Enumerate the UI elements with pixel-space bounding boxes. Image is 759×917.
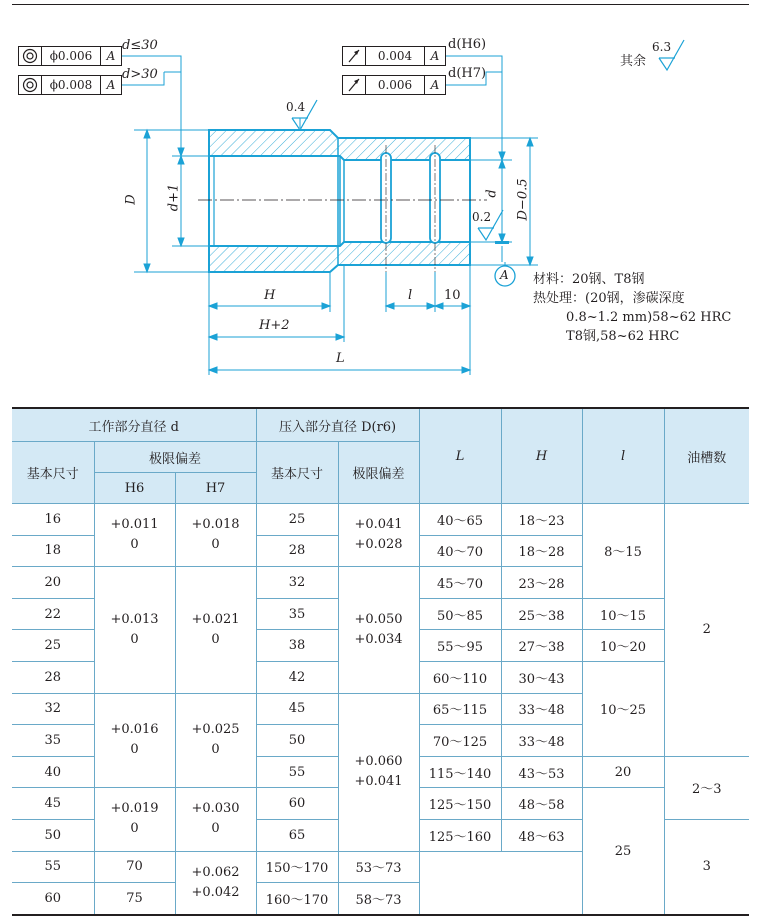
cell-L: 125～150 xyxy=(419,788,501,820)
cell-D-basic: 38 xyxy=(256,630,338,662)
cell-H: 18～28 xyxy=(501,535,582,567)
cell-d-basic: 25 xyxy=(12,630,94,662)
cell-H6-limit: +0.016 0 xyxy=(94,693,175,788)
cell-H7-limit: +0.021 0 xyxy=(175,567,256,693)
cell-D-basic: 50 xyxy=(256,725,338,757)
cell-L: 60～110 xyxy=(419,661,501,693)
cell-grooves: 2～3 xyxy=(664,756,749,819)
cell-H: 18～23 xyxy=(501,504,582,536)
circular-runout-icon xyxy=(343,47,366,65)
part-section xyxy=(209,130,470,272)
cell-H: 53～73 xyxy=(338,851,419,883)
header-limit-D: 极限偏差 xyxy=(338,442,419,504)
dim-L: L xyxy=(336,351,345,366)
cell-D-basic: 55 xyxy=(256,756,338,788)
cell-d-basic: 60 xyxy=(12,883,94,915)
spec-table xyxy=(12,407,749,916)
dim-D-minus-0-5: D−0.5 xyxy=(515,178,531,221)
cell-L: 70～125 xyxy=(419,725,501,757)
cell-H6-limit: +0.011 0 xyxy=(94,504,175,567)
cell-d-basic: 32 xyxy=(12,693,94,725)
cell-d-basic: 35 xyxy=(12,725,94,757)
cell-D-basic: 28 xyxy=(256,535,338,567)
cell-L: 150～170 xyxy=(256,851,338,883)
cond-h6: d(H6) xyxy=(448,37,487,52)
fcf-concentricity-2: ϕ0.008 A xyxy=(18,75,122,95)
cell-l: 10～15 xyxy=(582,598,664,630)
cond-d-le-30: d≤30 xyxy=(122,38,158,53)
header-limit-d: 极限偏差 xyxy=(94,442,256,473)
table-row xyxy=(12,504,749,536)
roughness-bore-value: 0.2 xyxy=(472,210,492,224)
header-basic-D: 基本尺寸 xyxy=(256,442,338,504)
cell-D-basic: 75 xyxy=(94,883,175,915)
fcf-concentricity-1: ϕ0.006 A xyxy=(18,46,122,66)
header-grooves: 油槽数 xyxy=(664,408,749,504)
cell-L: 45～70 xyxy=(419,567,501,599)
cell-l: 20 xyxy=(582,756,664,788)
concentricity-icon xyxy=(19,76,42,94)
cell-d-basic: 50 xyxy=(12,819,94,851)
cell-d-basic: 45 xyxy=(12,788,94,820)
dim-H: H xyxy=(264,288,276,303)
header-H7: H7 xyxy=(175,473,256,504)
cell-grooves: 2 xyxy=(664,504,749,757)
header-H6: H6 xyxy=(94,473,175,504)
cell-D-basic: 65 xyxy=(256,819,338,851)
cell-d-basic: 28 xyxy=(12,661,94,693)
header-basic-d: 基本尺寸 xyxy=(12,442,94,504)
cell-L: 160～170 xyxy=(256,883,338,915)
cell-H6-limit: +0.019 0 xyxy=(94,788,175,851)
cell-d-basic: 40 xyxy=(12,756,94,788)
cell-D-limit: +0.060 +0.041 xyxy=(338,693,419,851)
cell-l: 25 xyxy=(582,788,664,915)
cell-D-basic: 60 xyxy=(256,788,338,820)
cell-L: 65～115 xyxy=(419,693,501,725)
cond-h7: d(H7) xyxy=(448,66,487,81)
cell-grooves: 3 xyxy=(664,819,749,914)
header-press-dia: 压入部分直径 D(r6) xyxy=(256,408,419,442)
cell-H7-limit: +0.025 0 xyxy=(175,693,256,788)
dim-d: d xyxy=(484,189,500,198)
cond-d-gt-30: d>30 xyxy=(122,67,158,82)
cell-d-basic: 22 xyxy=(12,598,94,630)
cell-H: 33～48 xyxy=(501,693,582,725)
dim-H-plus-2: H+2 xyxy=(259,318,290,333)
cell-L: 40～65 xyxy=(419,504,501,536)
surface-rest-value: 6.3 xyxy=(652,40,672,54)
cell-d-basic: 55 xyxy=(12,851,94,883)
cell-l: 10～20 xyxy=(582,630,664,662)
cell-D-limit: +0.041 +0.028 xyxy=(338,504,419,567)
cell-L: 125～160 xyxy=(419,819,501,851)
cell-H: 23～28 xyxy=(501,567,582,599)
cell-H: 25～38 xyxy=(501,598,582,630)
cell-D-limit: +0.050 +0.034 xyxy=(338,567,419,693)
cell-H: 48～58 xyxy=(501,788,582,820)
surface-rest-label: 其余 xyxy=(620,54,647,69)
cell-l: 10～25 xyxy=(582,661,664,756)
cell-H: 27～38 xyxy=(501,630,582,662)
cell-L: 50～85 xyxy=(419,598,501,630)
cell-d-basic: 18 xyxy=(12,535,94,567)
cell-D-basic: 42 xyxy=(256,661,338,693)
cell-L: 40～70 xyxy=(419,535,501,567)
dim-D: D xyxy=(123,194,139,205)
cell-H7-limit: +0.018 0 xyxy=(175,504,256,567)
header-H: H xyxy=(501,408,582,504)
header-l: l xyxy=(582,408,664,504)
concentricity-icon xyxy=(19,47,42,65)
cell-D-basic: 35 xyxy=(256,598,338,630)
roughness-top-value: 0.4 xyxy=(286,100,306,114)
cell-H: 48～63 xyxy=(501,819,582,851)
spec-table-body xyxy=(12,504,749,915)
dim-10: 10 xyxy=(444,288,461,303)
cell-L: 115～140 xyxy=(419,756,501,788)
dim-d-plus-1: d+1 xyxy=(166,183,182,212)
cell-d-basic: 20 xyxy=(12,567,94,599)
cell-D-basic: 45 xyxy=(256,693,338,725)
cell-D-limit: +0.062 +0.042 xyxy=(175,851,256,915)
dim-l: l xyxy=(408,288,413,303)
cell-H6-limit: +0.013 0 xyxy=(94,567,175,693)
cell-d-basic: 16 xyxy=(12,504,94,536)
fcf-runout-2: 0.006 A xyxy=(342,75,446,95)
material-notes: 材料：20钢、T8钢 热处理：(20钢，渗碳深度 0.8~1.2 mm)58~62 HRC T8钢,58~62 HRC xyxy=(533,272,732,344)
cell-H7-limit: +0.030 0 xyxy=(175,788,256,851)
cell-L: 55～95 xyxy=(419,630,501,662)
cell-H: 58～73 xyxy=(338,883,419,915)
cell-l: 8～15 xyxy=(582,504,664,599)
cell-H: 30～43 xyxy=(501,661,582,693)
circular-runout-icon xyxy=(343,76,366,94)
cell-D-basic: 32 xyxy=(256,567,338,599)
cell-D-basic: 25 xyxy=(256,504,338,536)
header-work-dia: 工作部分直径 d xyxy=(12,408,256,442)
cell-H: 43～53 xyxy=(501,756,582,788)
header-L: L xyxy=(419,408,501,504)
cell-D-basic: 70 xyxy=(94,851,175,883)
fcf-runout-1: 0.004 A xyxy=(342,46,446,66)
cell-H: 33～48 xyxy=(501,725,582,757)
datum-letter: A xyxy=(500,268,509,282)
